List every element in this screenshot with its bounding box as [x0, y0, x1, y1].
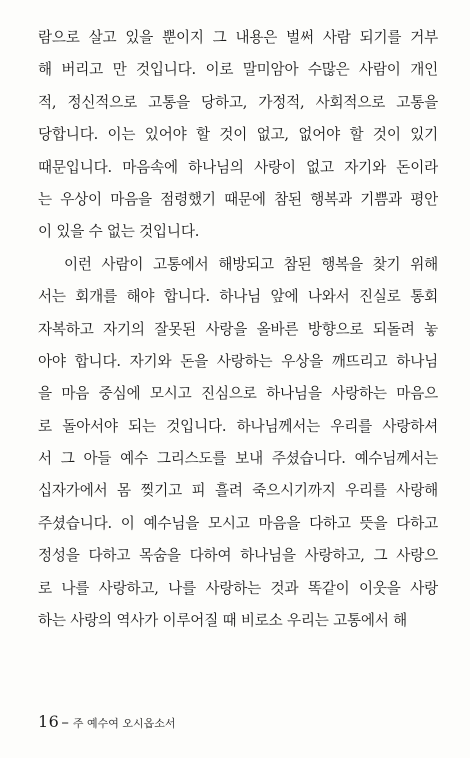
text-line: 서 그 아들 예수 그리스도를 보내 주셨습니다. 예수님께서는 [38, 450, 438, 468]
text-line: 을 마음 중심에 모시고 진심으로 하나님을 사랑하는 마음으 [38, 385, 438, 403]
text-line: 십자가에서 몸 찢기고 피 흘려 죽으시기까지 우리를 사랑해 [38, 482, 438, 500]
footer-separator: – [61, 713, 69, 731]
text-line: 자복하고 자기의 잘못된 사랑을 올바른 방향으로 되돌려 놓 [38, 320, 438, 338]
text-line: 당합니다. 이는 있어야 할 것이 없고, 없어야 할 것이 있기 [38, 126, 438, 144]
book-title: 주 예수여 오시옵소서 [72, 717, 176, 730]
text-line: 주셨습니다. 이 예수님을 모시고 마음을 다하고 뜻을 다하고 [38, 514, 438, 532]
text-line: 이 있을 수 없는 것입니다. [38, 223, 200, 241]
page-number: 16 [38, 712, 60, 731]
text-line: 해 버리고 만 것입니다. 이로 말미암아 수많은 사람이 개인 [38, 61, 438, 79]
text-line: 아야 합니다. 자기와 돈을 사랑하는 우상을 깨뜨리고 하나님 [38, 352, 438, 370]
text-line: 때문입니다. 마음속에 하나님의 사랑이 없고 자기와 돈이라 [38, 158, 438, 176]
text-line: 서는 회개를 해야 합니다. 하나님 앞에 나와서 진실로 통회 [38, 288, 438, 306]
text-line: 정성을 다하고 목숨을 다하여 하나님을 사랑하고, 그 사랑으 [38, 547, 438, 565]
paragraph [38, 249, 438, 638]
paragraph [38, 22, 438, 249]
text-line: 하는 사랑의 역사가 이루어질 때 비로소 우리는 고통에서 해 [38, 612, 408, 630]
body-text [38, 22, 438, 637]
text-line: 적, 정신적으로 고통을 당하고, 가정적, 사회적으로 고통을 [38, 93, 438, 111]
text-line: 는 우상이 마음을 점령했기 때문에 참된 행복과 기쁨과 평안 [38, 190, 438, 208]
page-footer [38, 712, 176, 731]
text-line: 이런 사람이 고통에서 해방되고 참된 행복을 찾기 위해 [64, 255, 438, 273]
text-line: 로 나를 사랑하고, 나를 사랑하는 것과 똑같이 이웃을 사랑 [38, 579, 438, 597]
text-line: 로 돌아서야 되는 것입니다. 하나님께서는 우리를 사랑하셔 [38, 417, 438, 435]
text-line: 람으로 살고 있을 뿐이지 그 내용은 벌써 사람 되기를 거부 [38, 29, 438, 46]
